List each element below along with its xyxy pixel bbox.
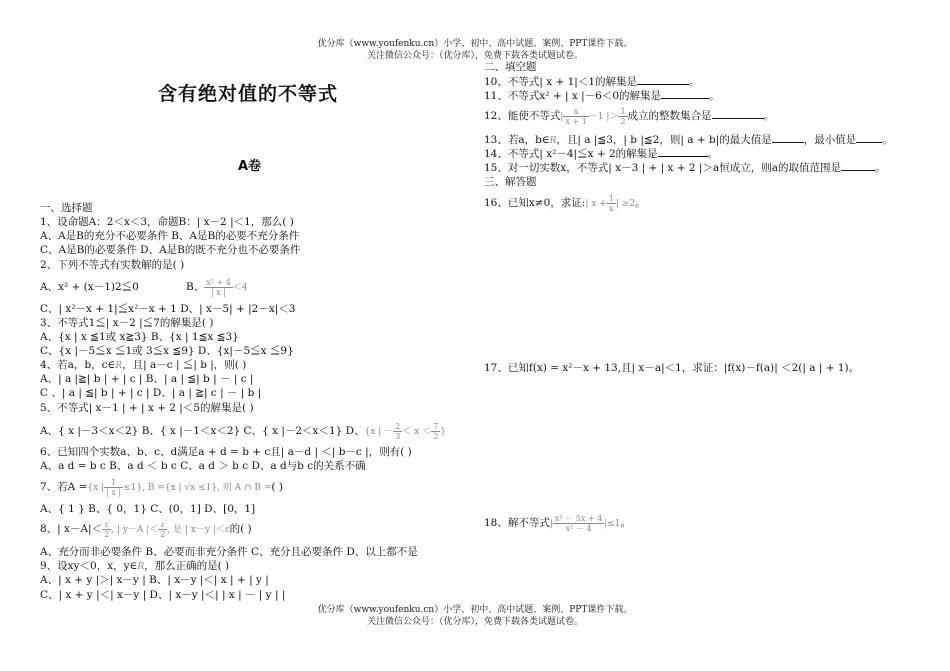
- question-5-options: [40, 419, 446, 444]
- question-13-text: 13、若a，b∈: [484, 134, 550, 146]
- numerator: ε: [102, 520, 111, 530]
- option-b-label: B、: [186, 281, 205, 293]
- question-4-text: 4、若a，b，c∈: [40, 359, 116, 371]
- question-4-tail: ，且| a－c | ≦| b |，则( ): [122, 359, 247, 371]
- numerator: ε: [158, 520, 167, 530]
- question-16-text: 16、已知x≠0，求证:: [484, 197, 586, 209]
- answer-blank: [856, 132, 882, 143]
- inequality-tail: ＜4: [232, 283, 248, 293]
- expression-end: | ≥2: [615, 199, 635, 209]
- denominator: 2: [620, 116, 626, 126]
- denominator: 2: [433, 431, 439, 441]
- numerator: 1: [608, 193, 614, 203]
- numerator: x² － 5x + 4: [554, 513, 603, 523]
- header-line-2: 关注微信公众号：（优分库），免费下载各类试题试卷。: [366, 51, 583, 61]
- question-12: [484, 104, 774, 129]
- expression-start: | x +: [585, 199, 607, 209]
- abs-bar: |: [560, 112, 564, 122]
- question-3-options-ab: A、{x | x ≦1或 x≧3} B、{x | 1≦x ≦3}: [40, 331, 239, 343]
- numerator: 1: [620, 106, 626, 116]
- question-12-text: 12、能使不等式: [484, 110, 561, 122]
- page-header: [0, 38, 950, 62]
- question-1: 1、设命题A：2＜x＜3，命题B：| x－2 |＜1，那么( ): [40, 216, 294, 228]
- answer-blank: [772, 132, 804, 143]
- denominator: x² － 4: [565, 523, 592, 533]
- question-2-option-a: A、x² + (x－1)2≦0: [40, 281, 139, 293]
- question-1-options-cd: C、A是B的必要条件 D、A是B的既不充分也不必要条件: [40, 244, 301, 256]
- section-fill-heading: 二、填空题: [484, 61, 537, 73]
- denominator: 3: [395, 431, 401, 441]
- question-14: [484, 146, 718, 161]
- denominator: 2: [160, 529, 166, 539]
- question-3-options-cd: C、{x |－5≦x ≦1或 3≦x ≦9} D、{x|－5≦x ≦9}: [40, 345, 294, 357]
- end-mark: 。: [634, 197, 646, 209]
- question-10-text: 10、不等式| x + 1|＜1的解集是: [484, 76, 638, 88]
- answer-blank: [841, 160, 875, 171]
- denominator: | x |: [106, 487, 122, 497]
- question-6: 6、已知四个实数a、b、c、d满足a + d = b + c且| a－d | ＜| b－c |，则有( ): [40, 446, 412, 458]
- question-14-text: 14、不等式| x²－4|≦x + 2的解集是: [484, 148, 658, 160]
- answer-blank: [637, 74, 689, 85]
- section-subtitle: A卷: [238, 159, 262, 174]
- question-5-options-text: A、{ x |－3＜x＜2} B、{ x |－1＜x＜2} C、{ x |－2＜x＜1} D、: [40, 425, 365, 437]
- question-7-text: 7、若A =: [40, 481, 88, 493]
- answer-blank: [661, 88, 709, 99]
- inequality-middle: －1 |＞: [588, 112, 619, 122]
- question-18: [484, 511, 631, 536]
- question-11: [484, 88, 720, 103]
- numerator: x² + 4: [206, 277, 231, 287]
- question-4-options-ab: A、| a |≧| b | + | c | B、| a | ≦| b | － | c |: [40, 373, 254, 385]
- question-9: [40, 559, 229, 574]
- question-13-middle: ，最小值是: [803, 134, 857, 146]
- question-4: [40, 358, 246, 373]
- answer-blank: [712, 108, 764, 119]
- condition-middle: , | y－A |＜: [111, 525, 159, 535]
- denominator: x: [608, 203, 614, 213]
- real-set-symbol: R: [549, 136, 557, 146]
- question-10: [484, 74, 700, 89]
- question-9-tail: ，那么正确的是( ): [144, 560, 230, 572]
- end-mark: 。: [874, 162, 886, 174]
- question-16: [484, 191, 645, 216]
- end-mark: 。: [689, 76, 700, 88]
- question-8-options: A、充分而非必要条件 B、必要而非充分条件 C、充分且必要条件 D、以上都不是: [40, 546, 418, 558]
- question-5: 5、不等式| x－1 | + | x + 2 |＜5的解集是( ): [40, 402, 254, 414]
- end-mark: 。: [707, 148, 719, 160]
- fraction: [431, 422, 440, 441]
- question-11-text: 11、不等式x² + | x |－6＜0的解集是: [484, 90, 661, 102]
- document-title: 含有绝对值的不等式: [158, 83, 339, 105]
- fraction: [204, 278, 233, 297]
- question-8-tail: 的( ): [229, 523, 252, 535]
- section-answer-heading: 三、解答题: [484, 176, 537, 188]
- question-9-options-cd: C、| x + y |＜| x－y | D、| x－y |＜| | x | － | y | |: [40, 589, 286, 601]
- fraction: [607, 194, 616, 213]
- question-6-options: A、a d = b c B、a d ＜ b c C、a d ＞ b c D、a d与b c的关系不确: [40, 460, 366, 472]
- question-2: 2、下列不等式有实数解的是( ): [40, 259, 185, 271]
- question-7: [40, 475, 283, 500]
- fraction: [563, 107, 588, 126]
- set-open: {x | －: [364, 427, 394, 437]
- question-3: 3、不等式1≦| x－2 |≦7的解集是( ): [40, 317, 214, 329]
- expression-end: |≤1: [604, 519, 621, 529]
- set-a-open: {x |: [87, 483, 105, 493]
- footer-line-2: 关注微信公众号：（优分库），免费下载各类试题试卷。: [366, 617, 583, 627]
- question-17: 17、已知f(x) = x²－x + 13,且| x－a|＜1，求证：|f(x)－f(a)| ＜2(| a | + 1)。: [484, 362, 860, 374]
- fraction: [104, 478, 123, 497]
- numerator: 2: [395, 421, 401, 431]
- question-13-tail: ，且| a |≦3，| b |≦2，则| a + b|的最大值是: [556, 134, 772, 146]
- question-12-tail: 成立的整数集合是: [627, 110, 712, 122]
- denominator: x + 1: [565, 116, 587, 126]
- set-b-expression: ≤1}, B ={x | √x ≤1}, 则 A ∩ B =: [123, 483, 272, 493]
- numerator: 7: [433, 421, 439, 431]
- question-9-options-ab: A、| x + y |＞| x－y | B、| x－y |＜| x | + | y |: [40, 574, 269, 586]
- answer-blank: [658, 146, 708, 157]
- end-mark: 。: [620, 517, 632, 529]
- header-line-1: 优分库（www.youfenku.cn）小学、初中、高中试题、案例、PPT课件下载。: [317, 39, 633, 49]
- end-mark: 。: [763, 110, 775, 122]
- numerator: 1: [104, 478, 123, 488]
- question-1-options-ab: A、A是B的充分不必要条件 B、A是B的必要不充分条件: [40, 230, 300, 242]
- fraction: [393, 422, 402, 441]
- denominator: | x |: [211, 287, 227, 297]
- question-15: [484, 160, 885, 175]
- question-9-text: 9、设xy＜0，x，y∈: [40, 560, 138, 572]
- end-mark: 。: [709, 90, 720, 102]
- footer-line-1: 优分库（www.youfenku.cn）小学、初中、高中试题、案例、PPT课件下载。: [317, 605, 633, 615]
- fraction: [553, 514, 604, 533]
- question-18-text: 18、解不等式: [484, 517, 550, 529]
- fraction: [102, 520, 111, 539]
- question-4-options-cd: C 、| a | ≦| b | + | c | D、| a | ≧| c | － | b |: [40, 387, 262, 399]
- page-footer: [0, 604, 950, 628]
- fraction: [618, 107, 627, 126]
- condition-conclusion: , 是 | x－y |＜ε: [167, 525, 230, 535]
- question-2-option-b: [186, 276, 248, 299]
- question-15-text: 15、对一切实数x，不等式| x－3 | + | x + 2 |＞a恒成立，则a的取值范围是: [484, 162, 841, 174]
- question-8: [40, 517, 252, 542]
- question-8-text: 8、| x－A|＜: [40, 523, 103, 535]
- real-set-symbol: R: [115, 361, 123, 371]
- question-2-options-cd: C、| x²－x + 1|≦x²－x + 1 D、| x－5| + |2－x|＜3: [40, 303, 296, 315]
- set-middle: ＜ x ＜: [402, 427, 432, 437]
- set-close: }: [440, 427, 446, 437]
- end-mark: 。: [882, 134, 893, 146]
- numerator: x: [563, 107, 588, 117]
- real-set-symbol: R: [137, 562, 145, 572]
- question-7-options: A、{ 1 } B、{ 0，1} C、(0，1] D、[0，1]: [40, 503, 256, 515]
- denominator: 2: [104, 529, 110, 539]
- abs-bar: |: [549, 519, 553, 529]
- section-choice-heading: 一、选择题: [40, 202, 93, 214]
- question-7-tail: ( ): [271, 481, 283, 493]
